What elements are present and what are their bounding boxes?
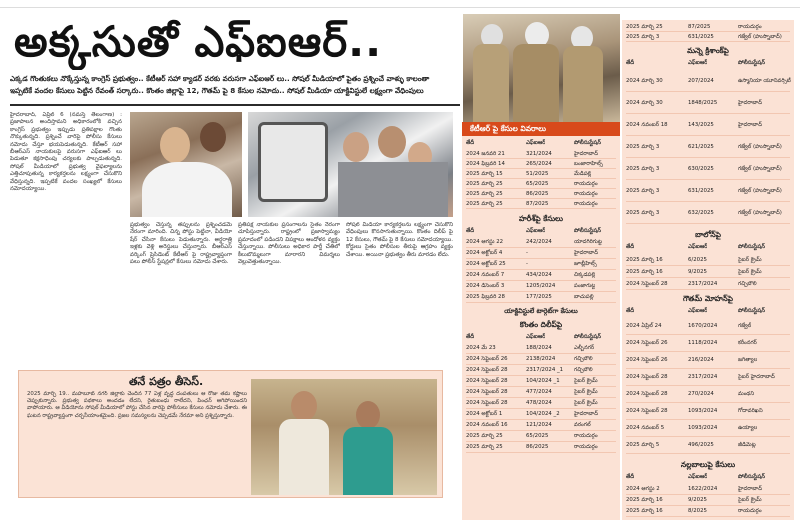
table-cell: 8/2025 — [688, 508, 707, 514]
table-cell: సైబర్ క్రైమ్ — [738, 269, 762, 275]
table-cell: 2025 మార్చి 25 — [466, 444, 503, 450]
table-cell: 477/2024 — [526, 389, 552, 395]
table-cell: గజ్వేల్ (హుస్నాబాద్) — [738, 144, 782, 150]
table-cell: 1205/2024 — [526, 283, 556, 289]
table-cell: 2024 సెప్టెంబర్ 28 — [466, 367, 508, 373]
table-row — [466, 365, 616, 376]
table-cell: గచ్చిబౌలి — [574, 367, 593, 373]
table-cell: సైబర్ క్రైమ్ — [574, 389, 598, 395]
table-row — [626, 254, 790, 266]
table-row — [626, 114, 790, 136]
table-cell: 496/2025 — [688, 442, 714, 448]
table-cell: 2024 సెప్టెంబర్ 28 — [466, 378, 508, 384]
table-row — [466, 376, 616, 387]
table-cell: సైబర్ క్రైమ్ — [738, 497, 762, 503]
photo-police — [463, 14, 620, 122]
table-cell: హైదరాబాద్ — [738, 486, 763, 492]
table-cell: 434/2024 — [526, 272, 552, 278]
table-cell: బంజారాహిల్స్ — [574, 161, 603, 167]
table-cell: జగిత్యాల — [738, 357, 758, 363]
table-cell: యాదగిరిగుట్ట — [574, 239, 602, 245]
subhead-line-1: ఎక్కడ గొంతుకలు నొక్కేస్తున్న కాంగ్రెస్ ప్రభుత్వం.. కేటీఆర్ సహా క్యాడర్ వరకు వరుసగా ఎఫ్ఐఆర్ లు.. సోషల్ మీడియాలో పైతం ప్రశ్నించే వాళ్ళు కాలంతా — [10, 74, 430, 83]
table-cell: 632/2025 — [688, 210, 714, 216]
section-gautam-cases: గౌతమ్ మోహన్‌పై — [682, 294, 734, 303]
table-cell: 2024 ఆగస్టు 2 — [626, 486, 660, 492]
table-cell: 1093/2024 — [688, 425, 718, 431]
section-harish-cases: హరీశ్‌పై కేసులు — [519, 214, 563, 223]
table-cell: సైబర్ క్రైమ్ — [574, 400, 598, 406]
table-cell: 2025 మార్చి 3 — [626, 166, 660, 172]
table-cell: హైదరాబాద్ — [574, 151, 599, 157]
table-cell: 86/2025 — [526, 191, 549, 197]
article-column-2: ప్రభుత్వం చేస్తున్న తప్పులను ప్రశ్నించడమే నేరంగా మారింది. చిన్న పోస్టు పెట్టినా, వీడియో షేర్ చేసినా కేసులు పెడుతున్నారు. అర్ధరాత్రి ఇళ్లకు వెళ్లి అరెస్టులు చేస్తున్నారు. బీఆర్ఎస్ వర్కింగ్ ప్రెసిడెంట్ కేటీఆర్ పై రాష్ట్రవ్యాప్తంగా పలు పోలీస్ స్టేషన్లలో కేసులు నమోదు చేశారు. — [130, 222, 232, 266]
table-cell: 1118/2024 — [688, 340, 718, 346]
table-cell: 2025 మార్చి 16 — [626, 508, 663, 514]
table-row — [466, 149, 616, 159]
table-cell: 86/2025 — [526, 444, 549, 450]
table-cell: 321/2024 — [526, 151, 552, 157]
table-cell: 87/2025 — [688, 24, 711, 30]
table-cell: రాయదుర్గం — [574, 191, 598, 197]
table-cell: 207/2024 — [688, 78, 714, 84]
table-cell: 265/2024 — [526, 161, 552, 167]
table-header: తేదీ ఎఫ్ఐఆర్ పోలీసుస్టేషన్ — [466, 334, 602, 340]
table-cell: సైబర్ క్రైమ్ — [738, 257, 762, 263]
table-cell: 2025 మార్చి 5 — [626, 442, 660, 448]
table-cell: 2024 సెప్టెంబర్ 28 — [626, 281, 668, 287]
table-cell: 242/2024 — [526, 239, 552, 245]
photo-ktr-crowd — [130, 112, 242, 217]
table-cell: హైదరాబాద్ — [738, 122, 763, 128]
table-cell: 2025 మార్చి 25 — [466, 191, 503, 197]
table-cell: 104/2024 _1 — [526, 378, 560, 384]
table-cell: 2025 మార్చి 3 — [626, 188, 660, 194]
table-row — [626, 420, 790, 437]
table-cell: సైబర్ హైదరాబాద్ — [738, 374, 775, 380]
table-cell: బాచుపల్లి — [574, 294, 594, 300]
table-row — [466, 159, 616, 169]
table-cell: 2024 జనవరి 21 — [466, 151, 505, 157]
table-row — [626, 70, 790, 92]
table-row — [466, 431, 616, 442]
table-row — [626, 180, 790, 202]
table-cell: 65/2025 — [526, 433, 549, 439]
table-cell: 478/2024 — [526, 400, 552, 406]
table-cell: పంజాగుట్ట — [574, 283, 596, 289]
table-cell: 2024 సెప్టెంబర్ 28 — [466, 400, 508, 406]
table-cell: కరీంనగర్ — [738, 340, 757, 346]
table-row — [466, 387, 616, 398]
table-row — [466, 248, 616, 259]
table-row — [626, 403, 790, 420]
table-cell: 2025 మార్చి 15 — [466, 171, 503, 177]
table-cell: 1848/2025 — [688, 100, 718, 106]
table-cell: రాయదుర్గం — [738, 24, 762, 30]
table-cell: రాయదుర్గం — [574, 181, 598, 187]
table-cell: 2024 సెప్టెంబర్ 26 — [466, 356, 508, 362]
table-cell: గచ్చిబౌలి — [738, 281, 757, 287]
table-row — [466, 179, 616, 189]
table-header: తేదీ ఎఫ్ఐఆర్ పోలీసుస్టేషన్ — [626, 308, 766, 314]
table-cell: 2025 మార్చి 3 — [626, 210, 660, 216]
table-cell: 9/2025 — [688, 269, 707, 275]
table-cell: 2025 మార్చి 25 — [626, 24, 663, 30]
table-row — [626, 22, 790, 32]
table-row — [626, 484, 790, 495]
table-cell: 2025 మార్చి 3 — [626, 34, 660, 40]
table-cell: 2024 మార్చి 30 — [626, 78, 663, 84]
table-cell: గజ్వేల్ (హుస్నాబాద్) — [738, 188, 782, 194]
table-cell: 2024 సెప్టెంబర్ 28 — [626, 391, 668, 397]
table-cell: గోదావరిఖని — [738, 408, 763, 414]
table-cell: 9/2025 — [688, 497, 707, 503]
section-balon-cases: బాలోన్‌పై — [695, 230, 721, 239]
table-cell: 2317/2024 _1 — [526, 367, 564, 373]
table-row — [626, 92, 790, 114]
table-row — [626, 437, 790, 454]
table-header: తేదీ ఎఫ్ఐఆర్ పోలీసుస్టేషన్ — [466, 140, 602, 146]
table-cell: జూబ్లీహిల్స్ — [574, 261, 597, 267]
section-dileep-cases: కొంతం దిలీప్‌పై — [519, 320, 563, 329]
table-cell: 121/2024 — [526, 422, 552, 428]
table-cell: చిక్కడపల్లి — [574, 272, 596, 278]
table-cell: 2025 ఫిబ్రవరి 28 — [466, 294, 505, 300]
table-cell: 2024 ఆగస్టు 22 — [466, 239, 504, 245]
headline: అక్కసుతో ఎఫ్ఐఆర్.. — [14, 17, 383, 66]
table-row — [466, 259, 616, 270]
table-cell: రాయదుర్గం — [574, 433, 598, 439]
article-body — [10, 112, 460, 370]
table-cell: గచ్చిబౌలి — [574, 356, 593, 362]
table-row — [466, 281, 616, 292]
table-cell: 2024 సెప్టెంబర్ 28 — [466, 389, 508, 395]
table-header: తేదీ ఎఫ్ఐఆర్ పోలీసుస్టేషన్ — [626, 244, 766, 250]
table-cell: హైదరాబాద్ — [738, 100, 763, 106]
article-column-4: సోషల్ మీడియా కార్యకర్తలను లక్ష్యంగా చేసుకొని వేధింపులు కొనసాగుతున్నాయి. కొంతం దిలీప్ పై 12 కేసులు, గౌతమ్ పై 8 కేసులు నమోదయ్యాయి. కోర్టులు సైతం పోలీసుల తీరుపై ఆగ్రహం వ్యక్తం చేశాయి. అయినా ప్రభుత్వం తీరు మారడం లేదు. — [346, 222, 453, 258]
table-cell: - — [526, 250, 528, 256]
table-cell: 51/2025 — [526, 171, 549, 177]
table-cell: 2024 మే 23 — [466, 345, 496, 351]
table-cell: 2024 అక్టోబర్ 25 — [466, 261, 506, 267]
table-cell: మంథని — [738, 391, 755, 397]
table-cell: గజ్వేల్ (హుస్నాబాద్) — [738, 166, 782, 172]
table-cell: 2025 మార్చి 16 — [626, 257, 663, 263]
table-cell: 2024 సెప్టెంబర్ 28 — [626, 374, 668, 380]
table-cell: 2138/2024 — [526, 356, 556, 362]
table-cell: 631/2025 — [688, 188, 714, 194]
table-row — [466, 237, 616, 248]
table-cell: రాయదుర్గం — [738, 508, 762, 514]
table-cell: రాయదుర్గం — [574, 444, 598, 450]
table-row — [466, 409, 616, 420]
table-cell: 2024 ఫిబ్రవరి 14 — [466, 161, 505, 167]
table-cell: 2024 నవంబర్ 7 — [466, 272, 505, 278]
photo-car-arrest — [248, 112, 453, 217]
table-row — [466, 169, 616, 179]
table-cell: 2024 అక్టోబర్ 1 — [466, 411, 503, 417]
table-cell: 631/2025 — [688, 34, 714, 40]
table-row — [626, 352, 790, 369]
table-row — [626, 202, 790, 224]
table-cell: 2024 సెప్టెంబర్ 28 — [626, 408, 668, 414]
table-row — [626, 318, 790, 335]
table-cell: ఎల్బీనగర్ — [574, 345, 595, 351]
table-cell: 2317/2024 — [688, 374, 718, 380]
table-cell: గజ్వేల్ (హుస్నాబాద్) — [738, 210, 782, 216]
table-row — [466, 199, 616, 209]
table-cell: 6/2025 — [688, 257, 707, 263]
photo-elderly-couple — [251, 379, 437, 495]
table-cell: 621/2025 — [688, 144, 714, 150]
table-row — [466, 189, 616, 199]
table-cell: 1093/2024 — [688, 408, 718, 414]
subhead-line-2: ఇప్పటికే వందల కేసులు పెట్టిన రేవంత్ సర్కారు.. కొంతం జిల్లాపై 12, గౌతమ్ పై 8 కేసుల నమోదు.. సోషల్ మీడియా యాక్టివిస్టులే లక్ష్యంగా వేధింపులు — [10, 86, 424, 95]
table-row — [626, 495, 790, 506]
table-cell: 2317/2024 — [688, 281, 718, 287]
table-cell: గజ్వేల్ (హుస్నాబాద్) — [738, 34, 782, 40]
table-row — [626, 506, 790, 517]
table-cell: వరంగల్ — [574, 422, 591, 428]
table-cell: గజ్వేల్ — [738, 323, 752, 329]
cases-table-right — [622, 20, 794, 520]
table-cell: 1622/2024 — [688, 486, 718, 492]
table-cell: 270/2024 — [688, 391, 714, 397]
table-row — [626, 335, 790, 352]
table-row — [626, 136, 790, 158]
table-row — [466, 442, 616, 453]
table-cell: 2025 మార్చి 25 — [466, 433, 503, 439]
table-row — [466, 420, 616, 431]
table-header: తేదీ ఎఫ్ఐఆర్ పోలీసుస్టేషన్ — [626, 60, 766, 66]
section-nallabalu-cases: నల్లబాలుపై కేసులు — [680, 460, 736, 469]
top-strip — [0, 0, 800, 8]
table-row — [466, 270, 616, 281]
table-cell: 2024 సెప్టెంబర్ 26 — [626, 357, 668, 363]
article-column-3: ప్రతిపక్ష నాయకుల ప్రసంగాలను సైతం నేరంగా చూపిస్తున్నారు. రాష్ట్రంలో ప్రజాస్వామ్యం ప్రమాదంలో పడిందని విపక్షాలు ఆందోళన వ్యక్తం చేస్తున్నాయి. పోలీసులు అధికార పార్టీ చేతిలో కీలుబొమ్మలుగా మారారని విమర్శలు వెల్లువెత్తుతున్నాయి. — [238, 222, 340, 266]
table-cell: 2025 మార్చి 25 — [466, 181, 503, 187]
cases-table-left — [462, 122, 620, 520]
table-row — [626, 32, 790, 42]
table-row — [626, 278, 790, 290]
table-cell: రాయదుర్గం — [574, 201, 598, 207]
table-cell: 2024 నవంబర్ 5 — [626, 425, 665, 431]
table-cell: సైబర్ క్రైమ్ — [574, 378, 598, 384]
table-cell: 630/2025 — [688, 166, 714, 172]
table-cell: 65/2025 — [526, 181, 549, 187]
section-krishank-cases: మన్నె క్రిశాంక్‌పై — [687, 46, 729, 55]
subhead — [10, 74, 458, 108]
table-cell: 104/2024 _2 — [526, 411, 560, 417]
table-header: తేదీ ఎఫ్ఐఆర్ పోలీసుస్టేషన్ — [466, 228, 602, 234]
table-header: తేదీ ఎఫ్ఐఆర్ పోలీసుస్టేషన్ — [626, 474, 766, 480]
table-cell: 2025 మార్చి 25 — [466, 201, 503, 207]
box-text: 2025 మార్చి 19.. మహబూబ్ నగర్ జిల్లాకు చెందిన 77 ఏళ్ల వృద్ధ దంపతులు ఆ రోజు తమ కష్టాలు చెప్పుకున్నారు. ప్రభుత్వ పథకాలు అందడం లేదని, రైతుబంధు రాలేదని, పింఛన్ ఆగిపోయిందని వాపోయారు. ఆ వీడియోను సోషల్ మీడియాలో పోస్టు చేసిన వారిపై పోలీసులు కేసులు నమోదు చేశారు. ఈ ఘటన రాష్ట్రవ్యాప్తంగా చర్చనీయాంశమైంది. ప్రజల సమస్యలను చెప్పడమే నేరమా అని ప్రశ్నిస్తున్నారు. — [27, 391, 247, 419]
table-cell: 87/2025 — [526, 201, 549, 207]
article-column-1: హైదరాబాద్, ఏప్రిల్ 6 (నమస్తే తెలంగాణ) : ప్రజాపాలన అందిస్తామని అధికారంలోకి వచ్చిన కాంగ్రెస్ ప్రభుత్వం ఇప్పుడు ప్రతిపక్షాల గొంతు నొక్కుతున్నది. ప్రశ్నించే వారిపై పోలీసు కేసులు నమోదు చేస్తూ భయపెడుతున్నది. కేటీఆర్ సహా బీఆర్ఎస్ నాయకులపై వరుసగా ఎఫ్ఐఆర్ లు పెడుతూ కక్షసాధింపు చర్యలకు పాల్పడుతున్నది. సోషల్ మీడియాలో ప్రభుత్వ వైఫల్యాలను ఎత్తిచూపుతున్న కార్యకర్తలను లక్ష్యంగా చేసుకొని వేధిస్తున్నది. ఇప్పటికే వందల సంఖ్యలో కేసులు నమోదయ్యాయి. — [10, 112, 122, 193]
table-cell: 2024 నవంబర్ 16 — [466, 422, 508, 428]
table-cell: 216/2024 — [688, 357, 714, 363]
box-title: తనే పత్రం తీసెస్. — [129, 375, 204, 388]
table-cell: మేడిపల్లి — [574, 171, 592, 177]
table-row — [466, 292, 616, 303]
table-cell: 2024 నవంబర్ 18 — [626, 122, 668, 128]
table-cell: 2025 మార్చి 3 — [626, 144, 660, 150]
table-cell: జీడిమెట్ల — [738, 442, 756, 448]
table-cell: 2024 అక్టోబర్ 4 — [466, 250, 503, 256]
table-cell: 2024 ఏప్రిల్ 24 — [626, 323, 662, 329]
table-cell: 177/2025 — [526, 294, 552, 300]
headline-rule — [10, 104, 460, 106]
table-cell: హైదరాబాద్ — [574, 250, 599, 256]
section-activists: యాక్టివిస్టులే టార్గెట్‌గా కేసులు — [504, 307, 578, 315]
table-row — [626, 158, 790, 180]
table-row — [626, 386, 790, 403]
table-cell: 2024 డిసెంబర్ 3 — [466, 283, 505, 289]
table-cell: - — [526, 261, 528, 267]
table-row — [626, 266, 790, 278]
table-cell: 2024 సెప్టెంబర్ 26 — [626, 340, 668, 346]
table-row — [466, 343, 616, 354]
table-row — [626, 369, 790, 386]
sidebar-story-box — [18, 370, 443, 498]
table-cell: ఉయ్యాల — [738, 425, 758, 431]
table-cell: 2025 మార్చి 16 — [626, 497, 663, 503]
table-cell: 1670/2024 — [688, 323, 718, 329]
table-cell: హైదరాబాద్ — [574, 411, 599, 417]
table-row — [466, 398, 616, 409]
table-cell: 2025 మార్చి 16 — [626, 269, 663, 275]
table-cell: 188/2024 — [526, 345, 552, 351]
table-cell: ఉస్మానియా యూనివర్సిటీ — [738, 78, 791, 84]
table-row — [466, 354, 616, 365]
section-ktr-cases: కేటీఆర్ పై కేసుల వివరాలు — [462, 122, 620, 136]
table-cell: 143/2025 — [688, 122, 714, 128]
table-cell: 2024 మార్చి 30 — [626, 100, 663, 106]
